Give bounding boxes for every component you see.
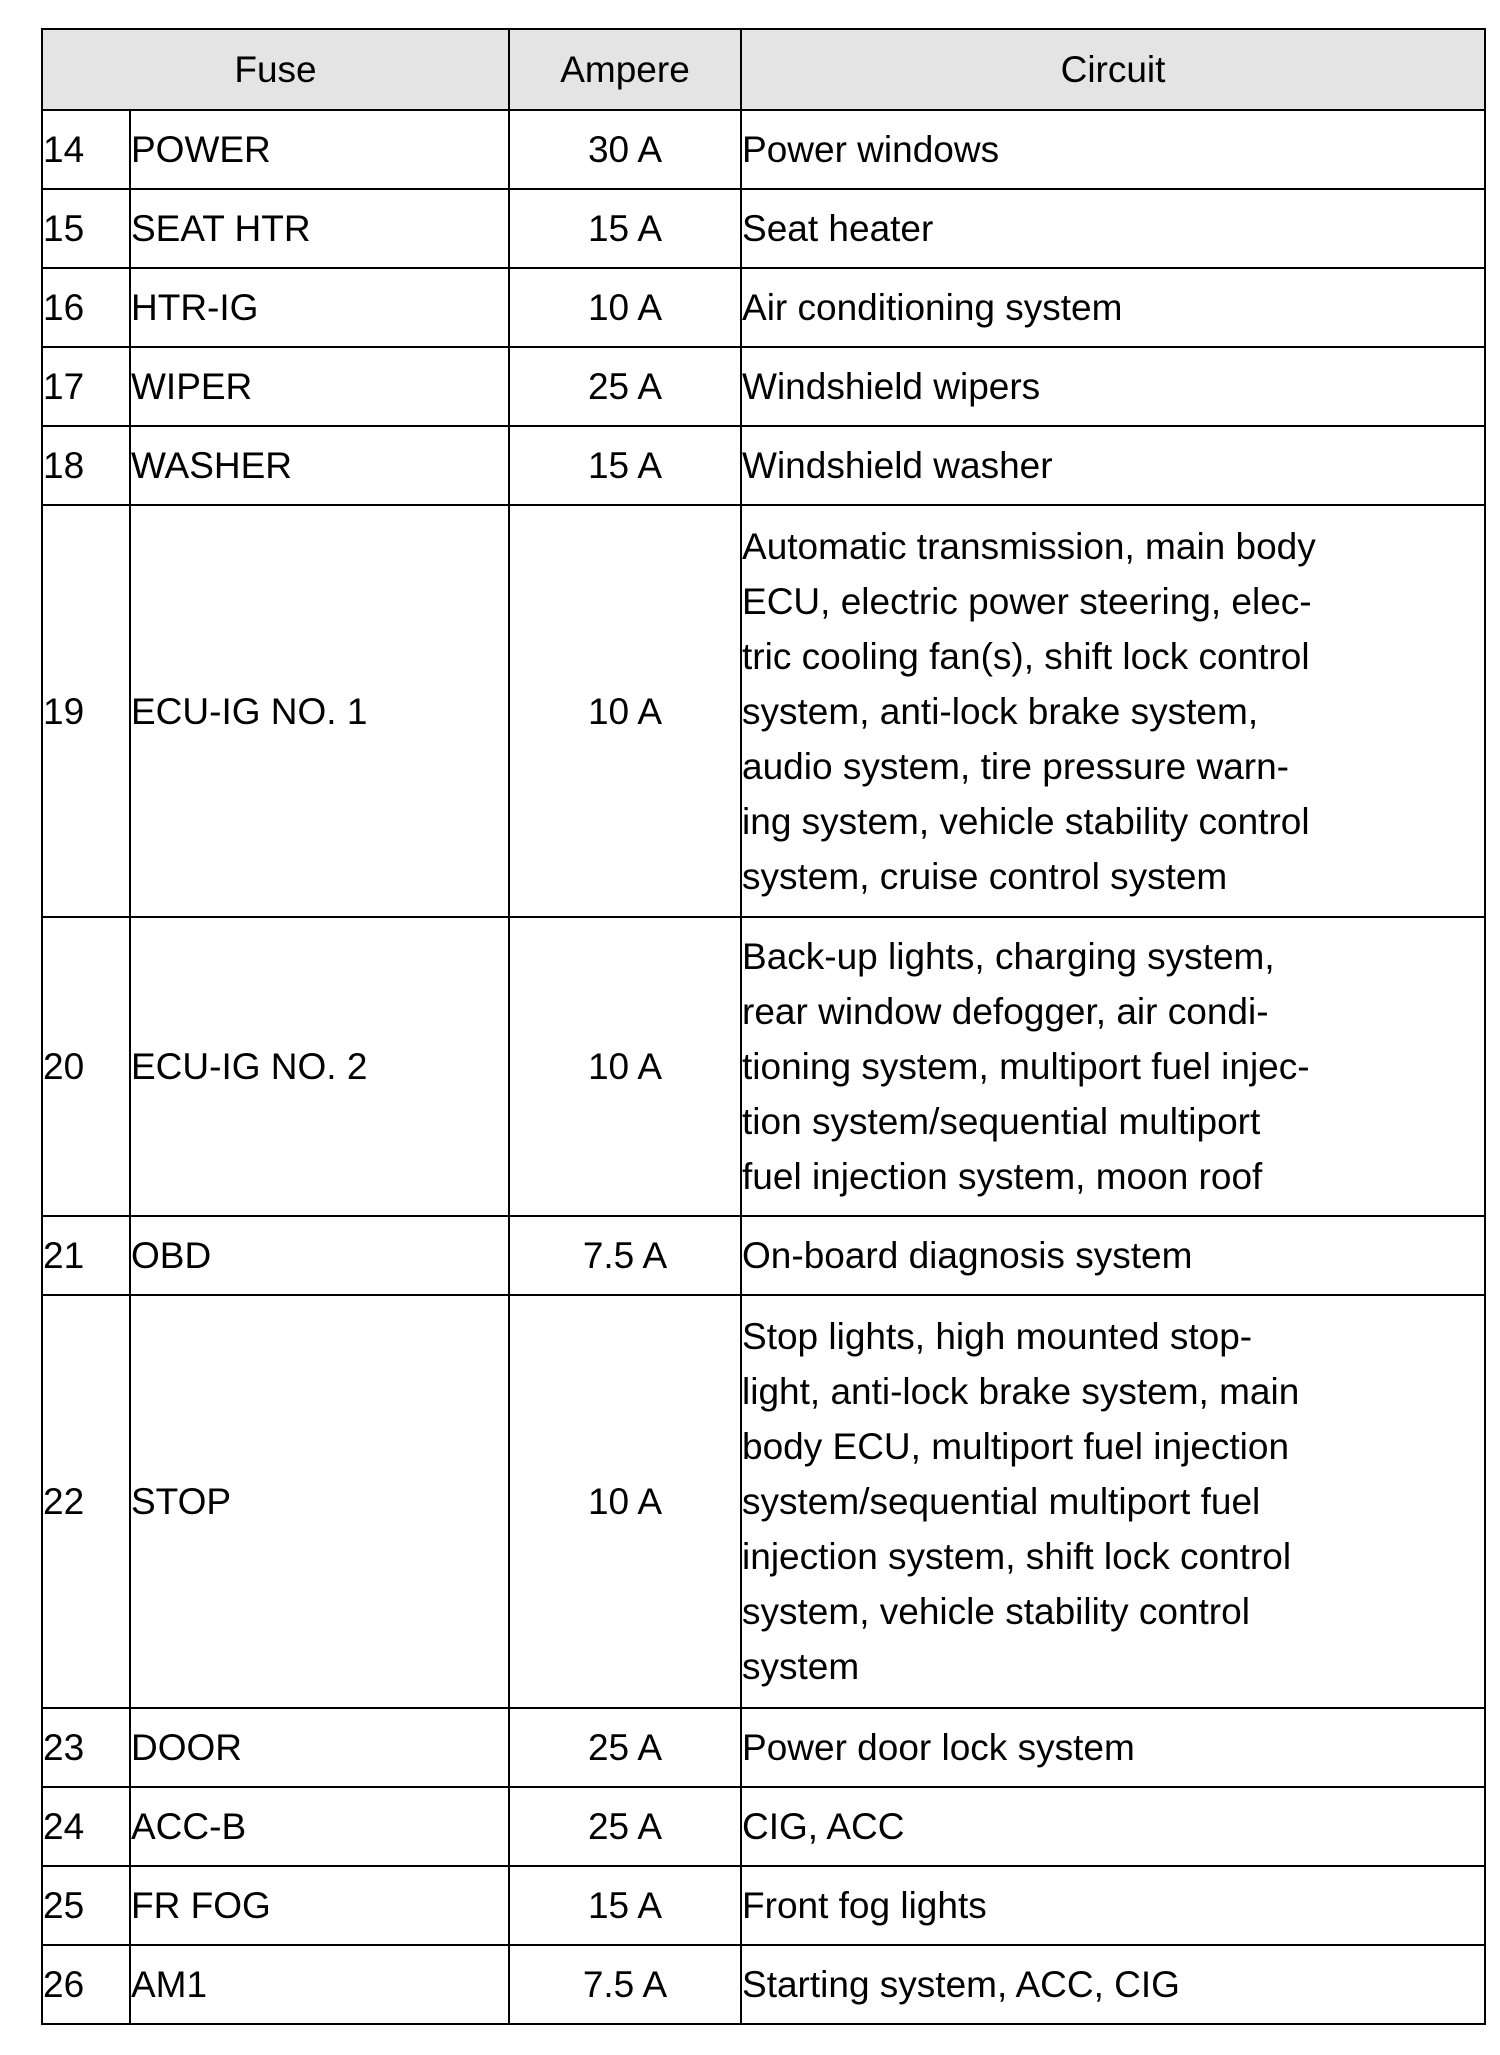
fuse-number-cell: 18 bbox=[42, 426, 130, 505]
fuse-name-cell: ACC-B bbox=[130, 1787, 509, 1866]
circuit-line: fuel injection system, moon roof bbox=[742, 1156, 1263, 1197]
fuse-number-cell: 19 bbox=[42, 505, 130, 917]
circuit-line: tion system/sequential multiport bbox=[742, 1101, 1261, 1142]
table-row bbox=[42, 1945, 1485, 2024]
table-row bbox=[42, 1708, 1485, 1787]
ampere-cell: 10 A bbox=[509, 917, 741, 1216]
circuit-line: system, anti-lock brake system, bbox=[742, 690, 1259, 732]
circuit-line: Air conditioning system bbox=[742, 287, 1123, 328]
fuse-name-cell: STOP bbox=[130, 1295, 509, 1708]
fuse-number-cell: 25 bbox=[42, 1866, 130, 1945]
fuse-name-cell: HTR-IG bbox=[130, 268, 509, 347]
ampere-cell: 25 A bbox=[509, 1708, 741, 1787]
fuse-number-cell: 26 bbox=[42, 1945, 130, 2024]
circuit-line: tioning system, multiport fuel injec- bbox=[742, 1046, 1310, 1087]
fuse-name-cell: POWER bbox=[130, 110, 509, 189]
fuse-number-cell: 15 bbox=[42, 189, 130, 268]
table-row bbox=[42, 189, 1485, 268]
ampere-cell: 15 A bbox=[509, 1866, 741, 1945]
circuit-line: system/sequential multiport fuel bbox=[742, 1481, 1261, 1522]
circuit-line: light, anti-lock brake system, main bbox=[742, 1371, 1300, 1412]
fuse-name-cell: WIPER bbox=[130, 347, 509, 426]
fuse-number-cell: 14 bbox=[42, 110, 130, 189]
fuse-name-cell: AM1 bbox=[130, 1945, 509, 2024]
fuse-name-cell: ECU-IG NO. 2 bbox=[130, 917, 509, 1216]
circuit-cell bbox=[741, 1945, 1485, 2024]
circuit-line: rear window defogger, air condi- bbox=[742, 991, 1269, 1032]
fuse-number-cell: 24 bbox=[42, 1787, 130, 1866]
circuit-line: injection system, shift lock control bbox=[742, 1536, 1292, 1577]
fuse-name-cell: SEAT HTR bbox=[130, 189, 509, 268]
circuit-cell bbox=[741, 1295, 1485, 1708]
ampere-cell: 7.5 A bbox=[509, 1216, 741, 1295]
fuse-table bbox=[41, 28, 1486, 2025]
circuit-line: Windshield washer bbox=[742, 445, 1053, 486]
circuit-cell bbox=[741, 1708, 1485, 1787]
circuit-cell bbox=[741, 347, 1485, 426]
table-row bbox=[42, 1295, 1485, 1708]
fuse-name-cell: OBD bbox=[130, 1216, 509, 1295]
circuit-cell bbox=[741, 1866, 1485, 1945]
table-row bbox=[42, 268, 1485, 347]
circuit-line: Power windows bbox=[742, 129, 1000, 170]
circuit-cell bbox=[741, 1787, 1485, 1866]
circuit-cell bbox=[741, 189, 1485, 268]
fuse-number-cell: 23 bbox=[42, 1708, 130, 1787]
fuse-name-cell: WASHER bbox=[130, 426, 509, 505]
circuit-cell bbox=[741, 268, 1485, 347]
circuit-line: Starting system, ACC, CIG bbox=[742, 1964, 1180, 2005]
ampere-cell: 15 A bbox=[509, 426, 741, 505]
circuit-line: audio system, tire pressure warn- bbox=[742, 745, 1289, 787]
circuit-cell bbox=[741, 917, 1485, 1216]
header-fuse: Fuse bbox=[42, 29, 509, 110]
circuit-cell bbox=[741, 110, 1485, 189]
fuse-name-cell: FR FOG bbox=[130, 1866, 509, 1945]
header-circuit: Circuit bbox=[741, 29, 1485, 110]
circuit-line: On-board diagnosis system bbox=[742, 1235, 1193, 1276]
fuse-number-cell: 16 bbox=[42, 268, 130, 347]
circuit-line: Seat heater bbox=[742, 208, 934, 249]
ampere-cell: 25 A bbox=[509, 1787, 741, 1866]
circuit-line: ECU, electric power steering, elec- bbox=[742, 580, 1312, 622]
ampere-cell: 10 A bbox=[509, 505, 741, 917]
circuit-line: system bbox=[742, 1646, 860, 1687]
table-row bbox=[42, 426, 1485, 505]
circuit-line: body ECU, multiport fuel injection bbox=[742, 1426, 1290, 1467]
ampere-cell: 10 A bbox=[509, 268, 741, 347]
circuit-line: Front fog lights bbox=[742, 1885, 987, 1926]
fuse-name-cell: DOOR bbox=[130, 1708, 509, 1787]
table-row bbox=[42, 110, 1485, 189]
table-row bbox=[42, 505, 1485, 917]
fuse-number-cell: 20 bbox=[42, 917, 130, 1216]
circuit-line: tric cooling fan(s), shift lock control bbox=[742, 635, 1310, 677]
circuit-cell bbox=[741, 1216, 1485, 1295]
fuse-number-cell: 22 bbox=[42, 1295, 130, 1708]
circuit-line: Stop lights, high mounted stop- bbox=[742, 1316, 1253, 1357]
ampere-cell: 25 A bbox=[509, 347, 741, 426]
table-row bbox=[42, 347, 1485, 426]
table-row bbox=[42, 1787, 1485, 1866]
fuse-number-cell: 21 bbox=[42, 1216, 130, 1295]
table-row bbox=[42, 1866, 1485, 1945]
ampere-cell: 15 A bbox=[509, 189, 741, 268]
circuit-line: ing system, vehicle stability control bbox=[742, 800, 1310, 842]
header-ampere: Ampere bbox=[509, 29, 741, 110]
ampere-cell: 7.5 A bbox=[509, 1945, 741, 2024]
circuit-line: system, cruise control system bbox=[742, 855, 1228, 897]
table-header-row bbox=[42, 29, 1485, 110]
fuse-number-cell: 17 bbox=[42, 347, 130, 426]
circuit-line: Windshield wipers bbox=[742, 366, 1041, 407]
table-body bbox=[42, 110, 1485, 2024]
table-row bbox=[42, 917, 1485, 1216]
circuit-line: system, vehicle stability control bbox=[742, 1591, 1250, 1632]
fuse-name-cell: ECU-IG NO. 1 bbox=[130, 505, 509, 917]
table-row bbox=[42, 1216, 1485, 1295]
circuit-line: Back-up lights, charging system, bbox=[742, 936, 1275, 977]
circuit-line: CIG, ACC bbox=[742, 1806, 905, 1847]
circuit-cell bbox=[741, 505, 1485, 917]
circuit-cell bbox=[741, 426, 1485, 505]
ampere-cell: 10 A bbox=[509, 1295, 741, 1708]
circuit-line: Power door lock system bbox=[742, 1727, 1135, 1768]
ampere-cell: 30 A bbox=[509, 110, 741, 189]
circuit-line: Automatic transmission, main body bbox=[742, 525, 1316, 567]
